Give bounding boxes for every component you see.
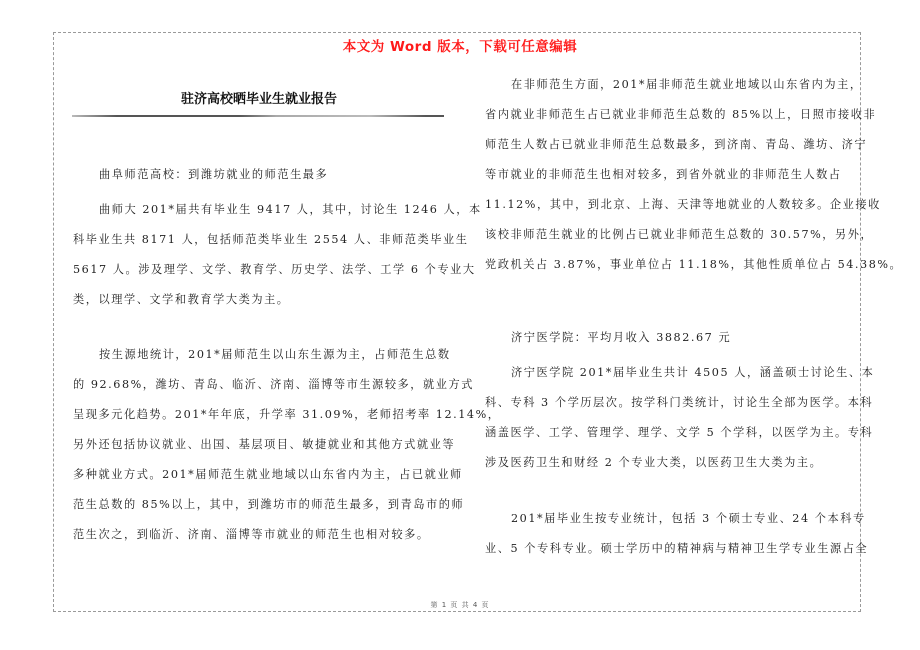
text-line: 按生源地统计，201*届师范生以山东生源为主，占师范生总数 (99, 348, 451, 361)
text-line: 曲师大 201*届共有毕业生 9417 人，其中，讨论生 1246 人，本 (99, 203, 482, 216)
page-number-footer: 第 1 页 共 4 页 (430, 601, 490, 609)
text-line: 范生次之，到临沂、济南、淄博等市就业的师范生也相对较多。 (73, 528, 430, 541)
heading-jining (485, 323, 857, 353)
document-title: 驻济高校晒毕业生就业报告 (180, 92, 337, 107)
heading-qufu (73, 160, 445, 190)
text-line: 济宁医学院 201*届毕业生共计 4505 人，涵盖硕士讨论生、本 (511, 366, 875, 379)
para-qufu-source (73, 340, 501, 550)
text-line: 涵盖医学、工学、管理学、理学、文学 5 个学科，以医学为主。专科 (485, 426, 874, 439)
text-line: 业、5 个专科专业。硕士学历中的精神病与精神卫生学专业生源占全 (485, 542, 869, 555)
text-line: 科、专科 3 个学历层次。按学科门类统计，讨论生全部为医学。本科 (485, 396, 874, 409)
text-line: 范生总数的 85%以上，其中，到潍坊市的师范生最多，到青岛市的师 (73, 498, 465, 511)
text-line: 省内就业非师范生占已就业非师范生总数的 85%以上，日照市接收非 (485, 108, 877, 121)
text-line: 曲阜师范高校：到潍坊就业的师范生最多 (99, 168, 329, 181)
text-line: 科毕业生共 8171 人，包括师范类毕业生 2554 人、非师范类毕业生 (73, 233, 469, 246)
text-line: 类，以理学、文学和教育学大类为主。 (73, 293, 290, 306)
text-line: 等市就业的非师范生也相对较多，到省外就业的非师范生人数占 (485, 168, 842, 181)
text-line: 在非师范生方面，201*届非师范生就业地域以山东省内为主， (511, 78, 863, 91)
para-jining-majors (485, 504, 869, 564)
text-line: 师范生人数占已就业非师范生总数最多，到济南、青岛、潍坊、济宁 (485, 138, 868, 151)
text-line: 的 92.68%，潍坊、青岛、临沂、济南、淄博等市生源较多，就业方式 (73, 378, 474, 391)
text-line: 济宁医学院：平均月收入 3882.67 元 (511, 331, 732, 344)
text-line: 党政机关占 3.87%，事业单位占 11.18%，其他性质单位占 54.38%。 (485, 258, 903, 271)
editable-notice-banner: 本文为 Word 版本，下载可任意编辑 (342, 39, 578, 55)
para-qufu-overview (73, 195, 482, 315)
text-line: 多种就业方式。201*届师范生就业地域以山东省内为主，占已就业师 (73, 468, 463, 481)
text-line: 201*届毕业生按专业统计，包括 3 个硕士专业、24 个本科专 (511, 512, 866, 525)
text-line: 另外还包括协议就业、出国、基层项目、敏捷就业和其他方式就业等 (73, 438, 456, 451)
title-divider (72, 115, 444, 117)
para-non-teacher (485, 70, 903, 280)
text-line: 涉及医药卫生和财经 2 个专业大类，以医药卫生大类为主。 (485, 456, 823, 469)
para-jining-overview (485, 358, 875, 478)
text-line: 该校非师范生就业的比例占已就业非师范生总数的 30.57%，另外， (485, 228, 874, 241)
text-line: 5617 人。涉及理学、文学、教育学、历史学、法学、工学 6 个专业大 (73, 263, 476, 276)
text-line: 11.12%，其中，到北京、上海、天津等地就业的人数较多。企业接收 (485, 198, 881, 211)
text-line: 呈现多元化趋势。201*年年底，升学率 31.09%，老师招考率 12.14%， (73, 408, 501, 421)
